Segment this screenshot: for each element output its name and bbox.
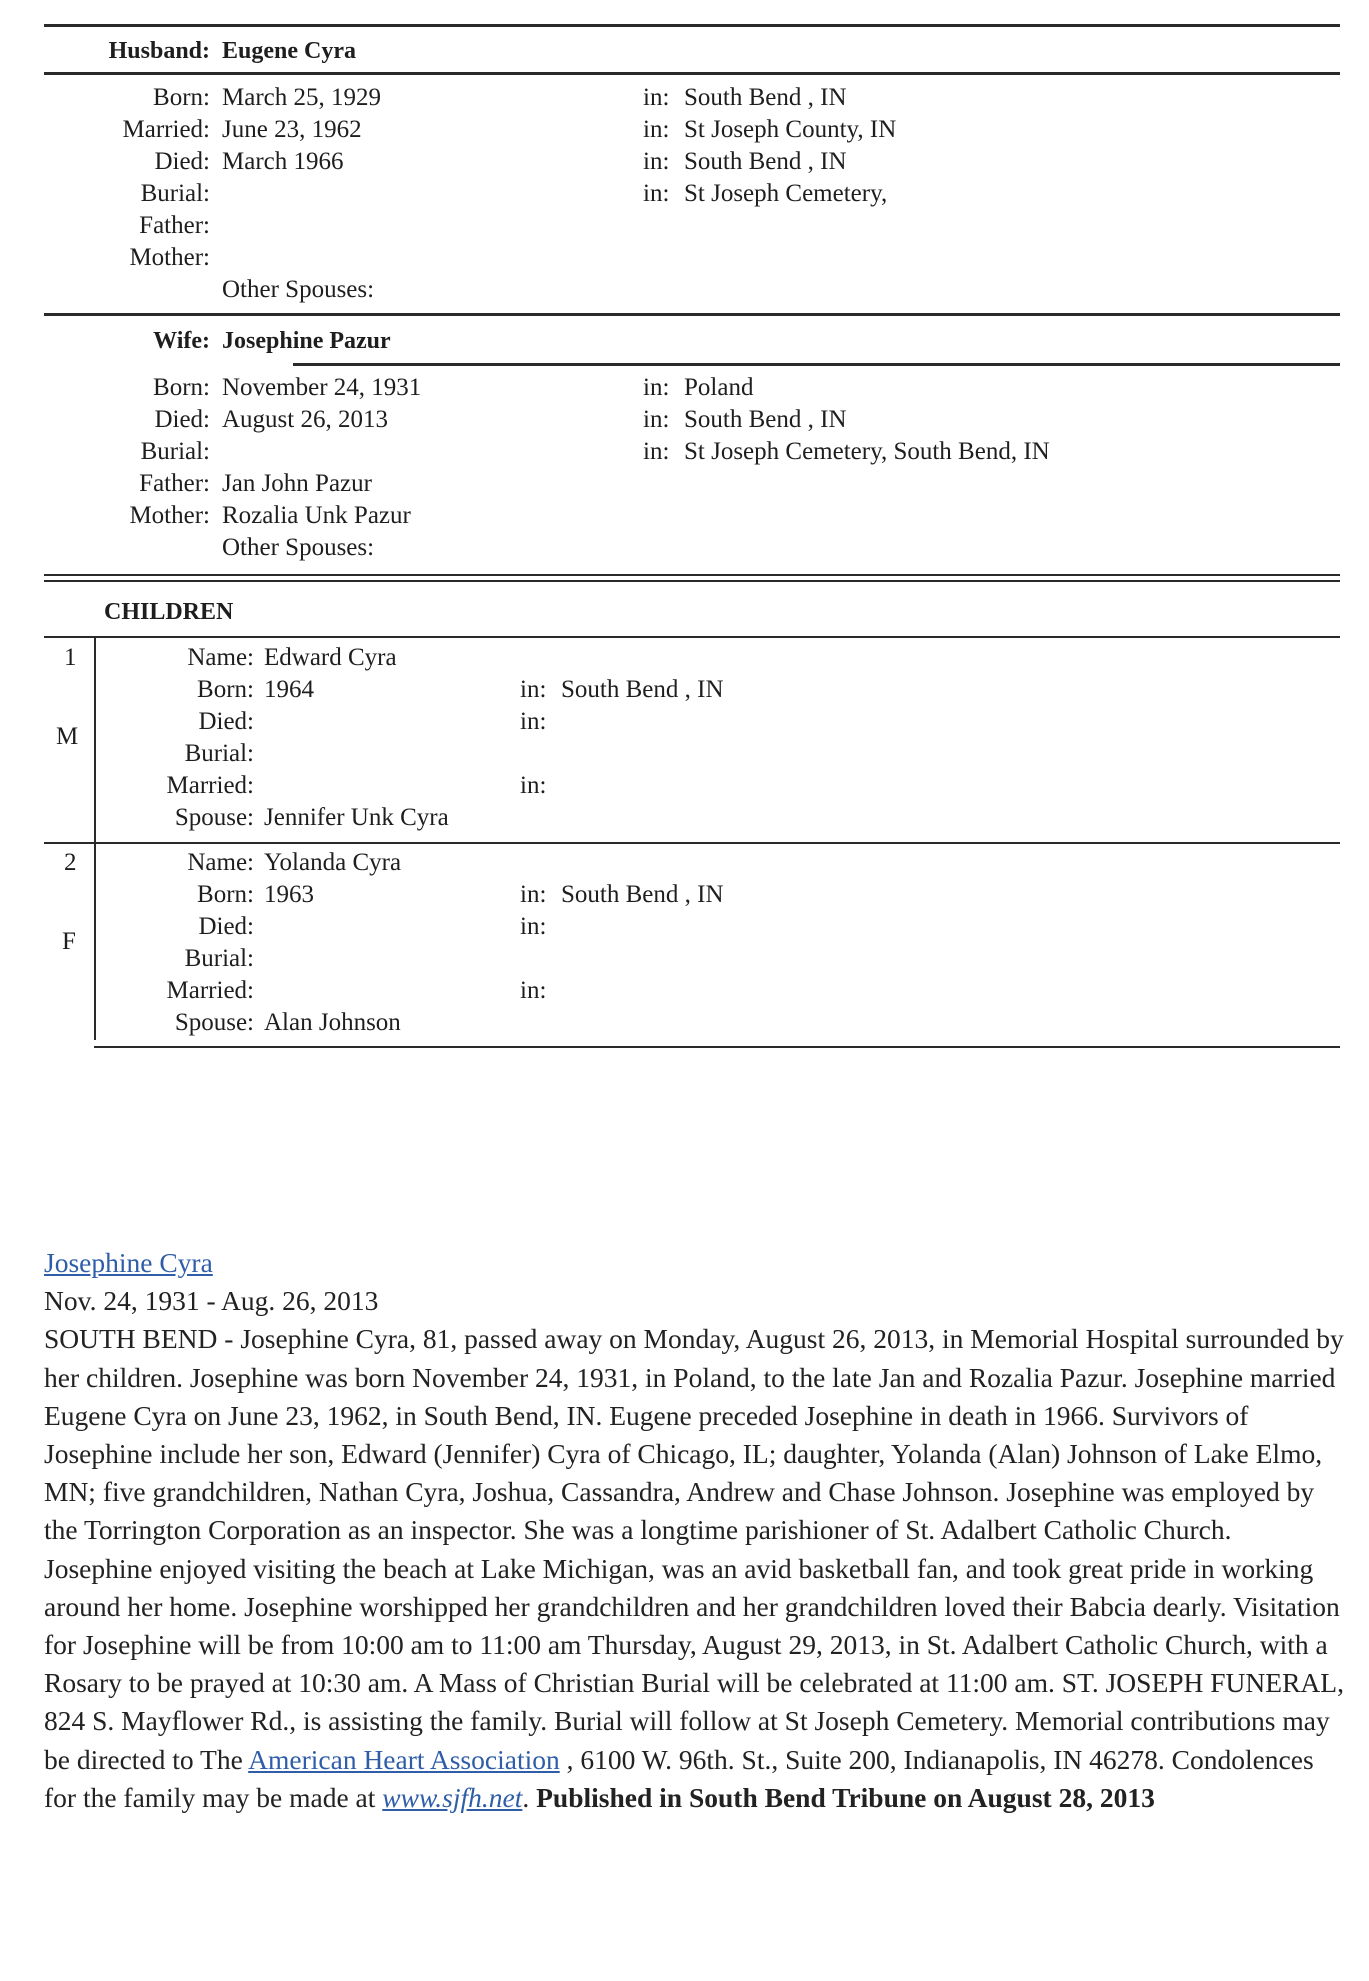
husband-burial-label: Burial: [140, 180, 210, 207]
wife-burial-label: Burial: [140, 438, 210, 465]
child-1-born-in-label: in: [520, 676, 547, 703]
husband-burial-in-label: in: [643, 180, 670, 207]
child-2-born-place: South Bend , IN [561, 881, 724, 908]
child-1-born: 1964 [264, 676, 314, 703]
wife-burial-place: St Joseph Cemetery, South Bend, IN [684, 438, 1050, 465]
obituary-body-text-3: . [522, 1781, 537, 1813]
child-1-number: 1 [64, 644, 77, 671]
child-1-spouse-label: Spouse: [174, 804, 254, 831]
husband-born-label: Born: [153, 84, 210, 111]
wife-born-value: November 24, 1931 [222, 374, 422, 401]
wife-burial-in-label: in: [643, 438, 670, 465]
husband-born-in-label: in: [643, 84, 670, 111]
husband-died-place: South Bend , IN [684, 148, 847, 175]
husband-header-label: Husband: [108, 38, 210, 64]
husband-married-in-label: in: [643, 116, 670, 143]
child-1-sex: M [56, 723, 79, 750]
child-2-born: 1963 [264, 881, 314, 908]
child-2-sex: F [62, 928, 76, 955]
american-heart-association-link[interactable]: American Heart Association [248, 1743, 560, 1775]
wife-died-place: South Bend , IN [684, 406, 847, 433]
obituary-body-text-2: , 6100 W. 96th. St., Suite 200, Indianapolis, IN 46278. Condolences for the family may be made at [44, 1743, 1314, 1813]
wife-top-rule [44, 313, 1340, 316]
wife-mother-label: Mother: [129, 502, 210, 529]
sjfh-website-link[interactable]: www.sjfh.net [382, 1781, 523, 1813]
wife-header-label: Wife: [153, 328, 210, 354]
child-1-name-label: Name: [187, 644, 254, 671]
child-1-born-label: Born: [197, 676, 254, 703]
wife-born-label: Born: [153, 374, 210, 401]
wife-header-name: Josephine Pazur [222, 328, 391, 354]
obituary-body [44, 1320, 1344, 1817]
children-divider-rule [44, 842, 1340, 844]
child-2-burial-label: Burial: [184, 945, 254, 972]
husband-married-place: St Joseph County, IN [684, 116, 897, 143]
husband-header-rule [44, 72, 1340, 75]
children-header: CHILDREN [104, 599, 234, 625]
husband-born-value: March 25, 1929 [222, 84, 381, 111]
published-line: Published in South Bend Tribune on August 28, 2013 [536, 1781, 1155, 1813]
husband-died-in-label: in: [643, 148, 670, 175]
top-rule [44, 24, 1340, 27]
child-1-died-in-label: in: [520, 708, 547, 735]
child-2-born-label: Born: [197, 881, 254, 908]
child-2-name: Yolanda Cyra [264, 849, 402, 876]
husband-header-name: Eugene Cyra [222, 38, 356, 64]
wife-other-spouses: Other Spouses: [222, 534, 375, 561]
obituary [44, 1244, 1344, 1817]
wife-born-in-label: in: [643, 374, 670, 401]
child-2-died-label: Died: [198, 913, 254, 940]
child-2-married-in-label: in: [520, 977, 547, 1004]
children-bottom-rule [94, 1046, 1340, 1048]
children-top-rule-2 [44, 580, 1340, 582]
wife-died-in-label: in: [643, 406, 670, 433]
husband-married-value: June 23, 1962 [222, 116, 362, 143]
child-2-married-label: Married: [166, 977, 254, 1004]
husband-father-label: Father: [139, 212, 210, 239]
wife-died-label: Died: [154, 406, 210, 433]
obituary-dates: Nov. 24, 1931 - Aug. 26, 2013 [44, 1285, 379, 1317]
husband-other-spouses: Other Spouses: [222, 276, 375, 303]
wife-died-value: August 26, 2013 [222, 406, 388, 433]
husband-died-value: March 1966 [222, 148, 344, 175]
child-1-married-label: Married: [166, 772, 254, 799]
child-2-number: 2 [64, 849, 77, 876]
husband-married-label: Married: [122, 116, 210, 143]
child-1-died-label: Died: [198, 708, 254, 735]
wife-father-value: Jan John Pazur [222, 470, 372, 497]
child-2-spouse-label: Spouse: [174, 1009, 254, 1036]
child-2-spouse: Alan Johnson [264, 1009, 401, 1036]
child-2-born-in-label: in: [520, 881, 547, 908]
obituary-body-text-1: SOUTH BEND - Josephine Cyra, 81, passed away on Monday, August 26, 2013, in Memorial Hospital surrounded by her children. Josephine was born November 24, 1931, in Poland, to the late Jan and Rozalia Pazur. Josephine married Eugene Cyra on June 23, 1962, in South Bend, IN. Eugene preceded Josephine in death in 1966. Survivors of Josephine include her son, Edward (Jennifer) Cyra of Chicago, IL; daughter, Yolanda (Alan) Johnson of Lake Elmo, MN; five grandchildren, Nathan Cyra, Joshua, Cassandra, Andrew and Chase Johnson. Josephine was employed by the Torrington Corporation as an inspector. She was a longtime parishioner of St. Adalbert Catholic Church. Josephine enjoyed visiting the beach at Lake Michigan, was an avid basketball fan, and took great pride in working around her home. Josephine worshipped her grandchildren and her grandchildren loved their Babcia dearly. Visitation for Josephine will be from 10:00 am to 11:00 am Thursday, August 29, 2013, in St. Adalbert Catholic Church, with a Rosary to be prayed at 10:30 am. A Mass of Christian Burial will be celebrated at 11:00 am. ST. JOSEPH FUNERAL, 824 S. Mayflower Rd., is assisting the family. Burial will follow at St Joseph Cemetery. Memorial contributions may be directed to The [44, 1323, 1344, 1775]
child-1-born-place: South Bend , IN [561, 676, 724, 703]
wife-mother-value: Rozalia Unk Pazur [222, 502, 411, 529]
wife-header-rule [293, 363, 1340, 366]
husband-burial-place: St Joseph Cemetery, [684, 180, 888, 207]
child-1-married-in-label: in: [520, 772, 547, 799]
wife-father-label: Father: [139, 470, 210, 497]
husband-died-label: Died: [154, 148, 210, 175]
children-left-column-rule [94, 636, 96, 1040]
child-1-spouse: Jennifer Unk Cyra [264, 804, 449, 831]
children-header-rule [44, 636, 1340, 638]
child-2-name-label: Name: [187, 849, 254, 876]
husband-born-place: South Bend , IN [684, 84, 847, 111]
obituary-title-link[interactable]: Josephine Cyra [44, 1247, 213, 1278]
wife-born-place: Poland [684, 374, 754, 401]
child-1-name: Edward Cyra [264, 644, 397, 671]
husband-mother-label: Mother: [129, 244, 210, 271]
children-top-rule [44, 574, 1340, 576]
child-2-died-in-label: in: [520, 913, 547, 940]
child-1-burial-label: Burial: [184, 740, 254, 767]
